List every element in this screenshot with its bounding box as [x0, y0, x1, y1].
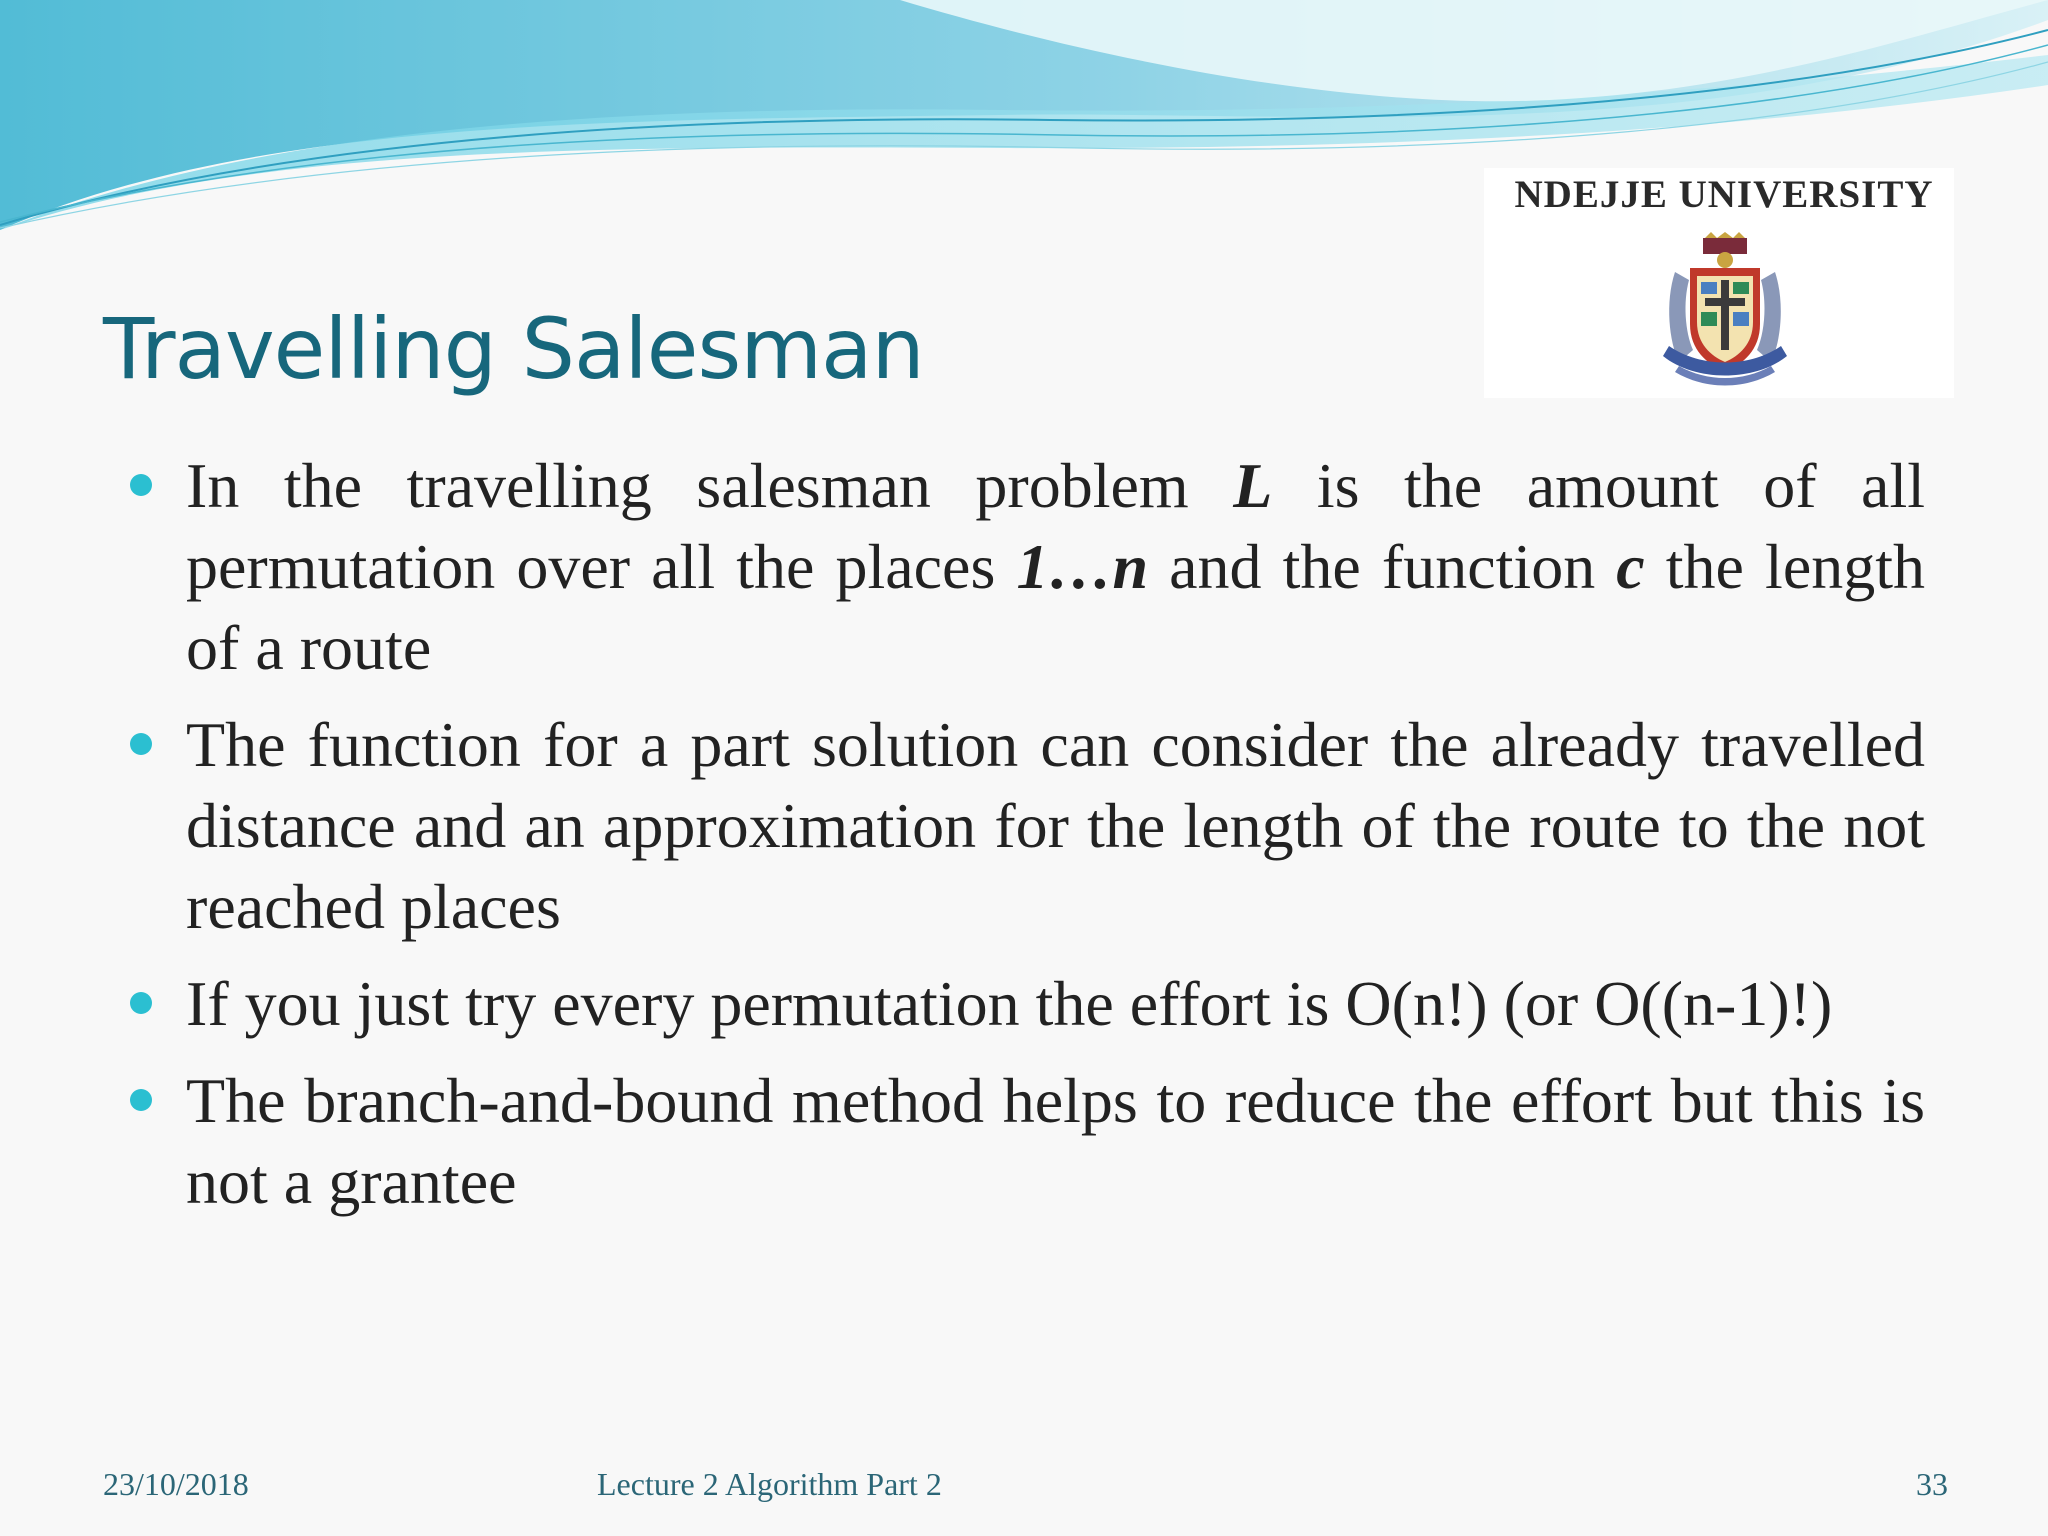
bullet-item — [120, 445, 1925, 688]
bullet-text-segment: and the function — [1148, 531, 1617, 602]
bullet-item — [120, 963, 1925, 1044]
bullet-dot-icon — [130, 1089, 152, 1111]
university-name: NDEJJE UNIVERSITY — [1514, 173, 1934, 216]
bullet-list — [120, 445, 1925, 1238]
bullet-text: If you just try every permutation the effort is O(n!) (or O((n-1)!) — [186, 968, 1833, 1039]
bullet-text-segment: In the travelling salesman problem — [186, 450, 1234, 521]
footer-lecture-title: Lecture 2 Algorithm Part 2 — [597, 1466, 942, 1502]
bullet-bold-term: 1…n — [1016, 531, 1149, 602]
bullet-dot-icon — [130, 992, 152, 1014]
bullet-bold-term: L — [1233, 450, 1273, 521]
bullet-item — [120, 1060, 1925, 1222]
bullet-text: The branch-and-bound method helps to reduce the effort but this is not a grantee — [186, 1065, 1925, 1217]
bullet-dot-icon — [130, 733, 152, 755]
bullet-bold-term: c — [1616, 531, 1645, 602]
slide-title: Travelling Salesman — [103, 300, 924, 398]
bullet-text-segment: is the amount of all permutation over all the places — [186, 450, 1925, 602]
footer-date: 23/10/2018 — [103, 1466, 249, 1502]
slide-number: 33 — [1916, 1466, 1948, 1502]
bullet-text-segment: the length of a route — [186, 531, 1926, 683]
bullet-dot-icon — [130, 474, 152, 496]
bullet-item — [120, 704, 1925, 947]
university-crest-icon — [1645, 232, 1805, 392]
bullet-text: The function for a part solution can consider the already travelled distance and an approximation for the length of the route to the not reached places — [186, 709, 1925, 942]
